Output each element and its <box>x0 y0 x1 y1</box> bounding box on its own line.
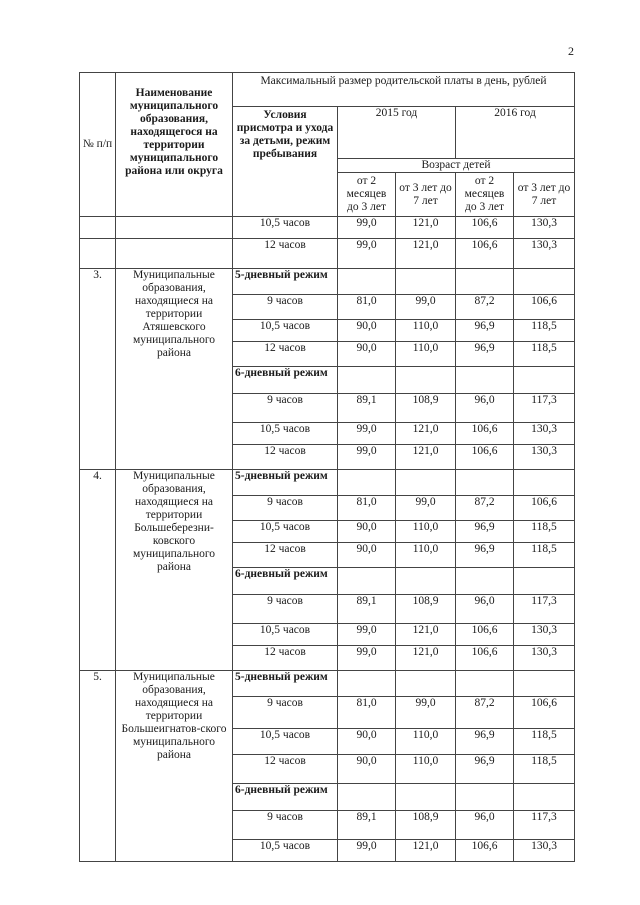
fee-value-cell: 110,0 <box>396 521 456 543</box>
mode-label-5-day: 5-дневный режим <box>233 671 338 697</box>
fee-value-cell: 87,2 <box>456 496 514 521</box>
fee-value-cell: 81,0 <box>338 295 396 320</box>
column-header-name: Наименование муниципального образования, находящегося на территории муниципального района или округа <box>116 73 233 217</box>
condition-cell: 10,5 часов <box>233 840 338 862</box>
condition-cell: 12 часов <box>233 646 338 671</box>
empty-cell <box>396 367 456 394</box>
fee-value-cell: 106,6 <box>456 840 514 862</box>
fee-value-cell: 89,1 <box>338 595 396 624</box>
fee-value-cell: 99,0 <box>338 840 396 862</box>
fee-value-cell: 99,0 <box>338 445 396 470</box>
empty-cell <box>338 269 396 295</box>
fee-value-cell: 118,5 <box>514 729 575 755</box>
condition-cell: 9 часов <box>233 811 338 840</box>
empty-cell <box>338 470 396 496</box>
empty-cell <box>456 568 514 595</box>
empty-cell <box>396 269 456 295</box>
fee-value-cell: 130,3 <box>514 624 575 646</box>
fee-value-cell: 121,0 <box>396 445 456 470</box>
mode-label-5-day: 5-дневный режим <box>233 470 338 496</box>
mode-label-6-day: 6-дневный режим <box>233 568 338 595</box>
fee-value-cell: 118,5 <box>514 543 575 568</box>
fee-value-cell: 99,0 <box>338 217 396 239</box>
empty-cell <box>514 784 575 811</box>
column-header-conditions: Условия присмотра и ухода за детьми, режим пребывания <box>233 107 338 217</box>
fee-value-cell: 106,6 <box>514 697 575 729</box>
fee-value-cell: 108,9 <box>396 595 456 624</box>
condition-cell: 10,5 часов <box>233 423 338 445</box>
fee-value-cell: 118,5 <box>514 755 575 784</box>
fee-value-cell: 121,0 <box>396 239 456 269</box>
fee-value-cell: 110,0 <box>396 729 456 755</box>
fee-value-cell: 108,9 <box>396 394 456 423</box>
fee-value-cell: 96,9 <box>456 543 514 568</box>
fee-value-cell: 106,6 <box>456 445 514 470</box>
row-number: 5. <box>80 671 116 862</box>
table-row <box>80 269 575 295</box>
mode-label-6-day: 6-дневный режим <box>233 784 338 811</box>
fee-value-cell: 130,3 <box>514 423 575 445</box>
condition-cell: 12 часов <box>233 445 338 470</box>
fee-value-cell: 108,9 <box>396 811 456 840</box>
fee-value-cell: 81,0 <box>338 697 396 729</box>
empty-cell <box>338 784 396 811</box>
empty-number-cell <box>80 217 116 239</box>
fee-value-cell: 106,6 <box>514 295 575 320</box>
parental-fee-table <box>79 72 575 862</box>
empty-cell <box>396 568 456 595</box>
fee-value-cell: 90,0 <box>338 342 396 367</box>
age-group-header: от 3 лет до 7 лет <box>514 173 575 217</box>
fee-value-cell: 130,3 <box>514 217 575 239</box>
empty-cell <box>456 470 514 496</box>
fee-value-cell: 90,0 <box>338 729 396 755</box>
condition-cell: 10,5 часов <box>233 320 338 342</box>
fee-value-cell: 96,9 <box>456 755 514 784</box>
empty-name-cell <box>116 239 233 269</box>
municipality-name: Муниципальные образования, находящиеся на территории Атяшевского муниципального района <box>116 269 233 470</box>
empty-number-cell <box>80 239 116 269</box>
mode-label-6-day: 6-дневный режим <box>233 367 338 394</box>
empty-cell <box>456 367 514 394</box>
column-header-2016: 2016 год <box>456 107 575 159</box>
fee-value-cell: 118,5 <box>514 320 575 342</box>
empty-cell <box>456 269 514 295</box>
fee-value-cell: 110,0 <box>396 320 456 342</box>
fee-value-cell: 99,0 <box>338 646 396 671</box>
empty-cell <box>396 784 456 811</box>
fee-value-cell: 130,3 <box>514 445 575 470</box>
empty-cell <box>514 470 575 496</box>
table-row <box>80 470 575 496</box>
fee-value-cell: 106,6 <box>456 239 514 269</box>
empty-cell <box>456 784 514 811</box>
condition-cell: 12 часов <box>233 755 338 784</box>
condition-cell: 10,5 часов <box>233 521 338 543</box>
municipality-name: Муниципальные образования, находящиеся на территории Большеберезни-ковского муниципального района <box>116 470 233 671</box>
empty-cell <box>514 269 575 295</box>
age-group-header: от 2 месяцев до 3 лет <box>456 173 514 217</box>
municipality-name: Муниципальные образования, находящиеся на территории Большеигнатов-ского муниципального района <box>116 671 233 862</box>
empty-cell <box>396 671 456 697</box>
condition-cell: 9 часов <box>233 496 338 521</box>
fee-value-cell: 81,0 <box>338 496 396 521</box>
fee-value-cell: 110,0 <box>396 543 456 568</box>
fee-value-cell: 130,3 <box>514 840 575 862</box>
empty-cell <box>396 470 456 496</box>
column-header-number: № п/п <box>80 73 116 217</box>
fee-value-cell: 117,3 <box>514 811 575 840</box>
mode-label-5-day: 5-дневный режим <box>233 269 338 295</box>
fee-value-cell: 99,0 <box>396 496 456 521</box>
condition-cell: 12 часов <box>233 239 338 269</box>
fee-value-cell: 96,0 <box>456 811 514 840</box>
fee-value-cell: 130,3 <box>514 239 575 269</box>
age-group-header: от 3 лет до 7 лет <box>396 173 456 217</box>
fee-value-cell: 110,0 <box>396 755 456 784</box>
fee-value-cell: 87,2 <box>456 295 514 320</box>
fee-value-cell: 96,9 <box>456 521 514 543</box>
fee-value-cell: 96,0 <box>456 394 514 423</box>
condition-cell: 9 часов <box>233 394 338 423</box>
fee-value-cell: 110,0 <box>396 342 456 367</box>
page-number: 2 <box>568 44 574 58</box>
fee-value-cell: 118,5 <box>514 342 575 367</box>
fee-value-cell: 96,9 <box>456 342 514 367</box>
empty-cell <box>338 671 396 697</box>
fee-value-cell: 117,3 <box>514 394 575 423</box>
fee-value-cell: 89,1 <box>338 394 396 423</box>
empty-cell <box>514 568 575 595</box>
condition-cell: 10,5 часов <box>233 624 338 646</box>
fee-value-cell: 99,0 <box>338 624 396 646</box>
fee-value-cell: 121,0 <box>396 217 456 239</box>
fee-value-cell: 118,5 <box>514 521 575 543</box>
row-number: 3. <box>80 269 116 470</box>
row-number: 4. <box>80 470 116 671</box>
table-row <box>80 239 575 269</box>
empty-cell <box>514 367 575 394</box>
fee-value-cell: 117,3 <box>514 595 575 624</box>
fee-value-cell: 121,0 <box>396 423 456 445</box>
fee-value-cell: 106,6 <box>456 217 514 239</box>
empty-cell <box>514 671 575 697</box>
column-header-2015: 2015 год <box>338 107 456 159</box>
column-header-max-fee: Максимальный размер родительской платы в день, рублей <box>233 73 575 107</box>
condition-cell: 9 часов <box>233 697 338 729</box>
empty-cell <box>338 367 396 394</box>
fee-value-cell: 90,0 <box>338 521 396 543</box>
fee-value-cell: 106,6 <box>514 496 575 521</box>
fee-value-cell: 99,0 <box>338 423 396 445</box>
table-row <box>80 217 575 239</box>
condition-cell: 10,5 часов <box>233 729 338 755</box>
empty-name-cell <box>116 217 233 239</box>
fee-value-cell: 90,0 <box>338 320 396 342</box>
fee-value-cell: 87,2 <box>456 697 514 729</box>
fee-value-cell: 106,6 <box>456 646 514 671</box>
fee-value-cell: 96,9 <box>456 320 514 342</box>
condition-cell: 9 часов <box>233 595 338 624</box>
fee-value-cell: 96,9 <box>456 729 514 755</box>
condition-cell: 9 часов <box>233 295 338 320</box>
fee-value-cell: 89,1 <box>338 811 396 840</box>
fee-value-cell: 106,6 <box>456 423 514 445</box>
fee-value-cell: 99,0 <box>396 697 456 729</box>
table-row <box>80 671 575 697</box>
fee-value-cell: 90,0 <box>338 755 396 784</box>
age-group-header: от 2 месяцев до 3 лет <box>338 173 396 217</box>
fee-value-cell: 130,3 <box>514 646 575 671</box>
condition-cell: 12 часов <box>233 342 338 367</box>
fee-value-cell: 99,0 <box>396 295 456 320</box>
fee-value-cell: 106,6 <box>456 624 514 646</box>
empty-cell <box>338 568 396 595</box>
fee-value-cell: 121,0 <box>396 624 456 646</box>
fee-value-cell: 90,0 <box>338 543 396 568</box>
fee-value-cell: 96,0 <box>456 595 514 624</box>
fee-value-cell: 121,0 <box>396 646 456 671</box>
condition-cell: 12 часов <box>233 543 338 568</box>
empty-cell <box>456 671 514 697</box>
fee-value-cell: 121,0 <box>396 840 456 862</box>
condition-cell: 10,5 часов <box>233 217 338 239</box>
column-header-age: Возраст детей <box>338 159 575 173</box>
fee-value-cell: 99,0 <box>338 239 396 269</box>
